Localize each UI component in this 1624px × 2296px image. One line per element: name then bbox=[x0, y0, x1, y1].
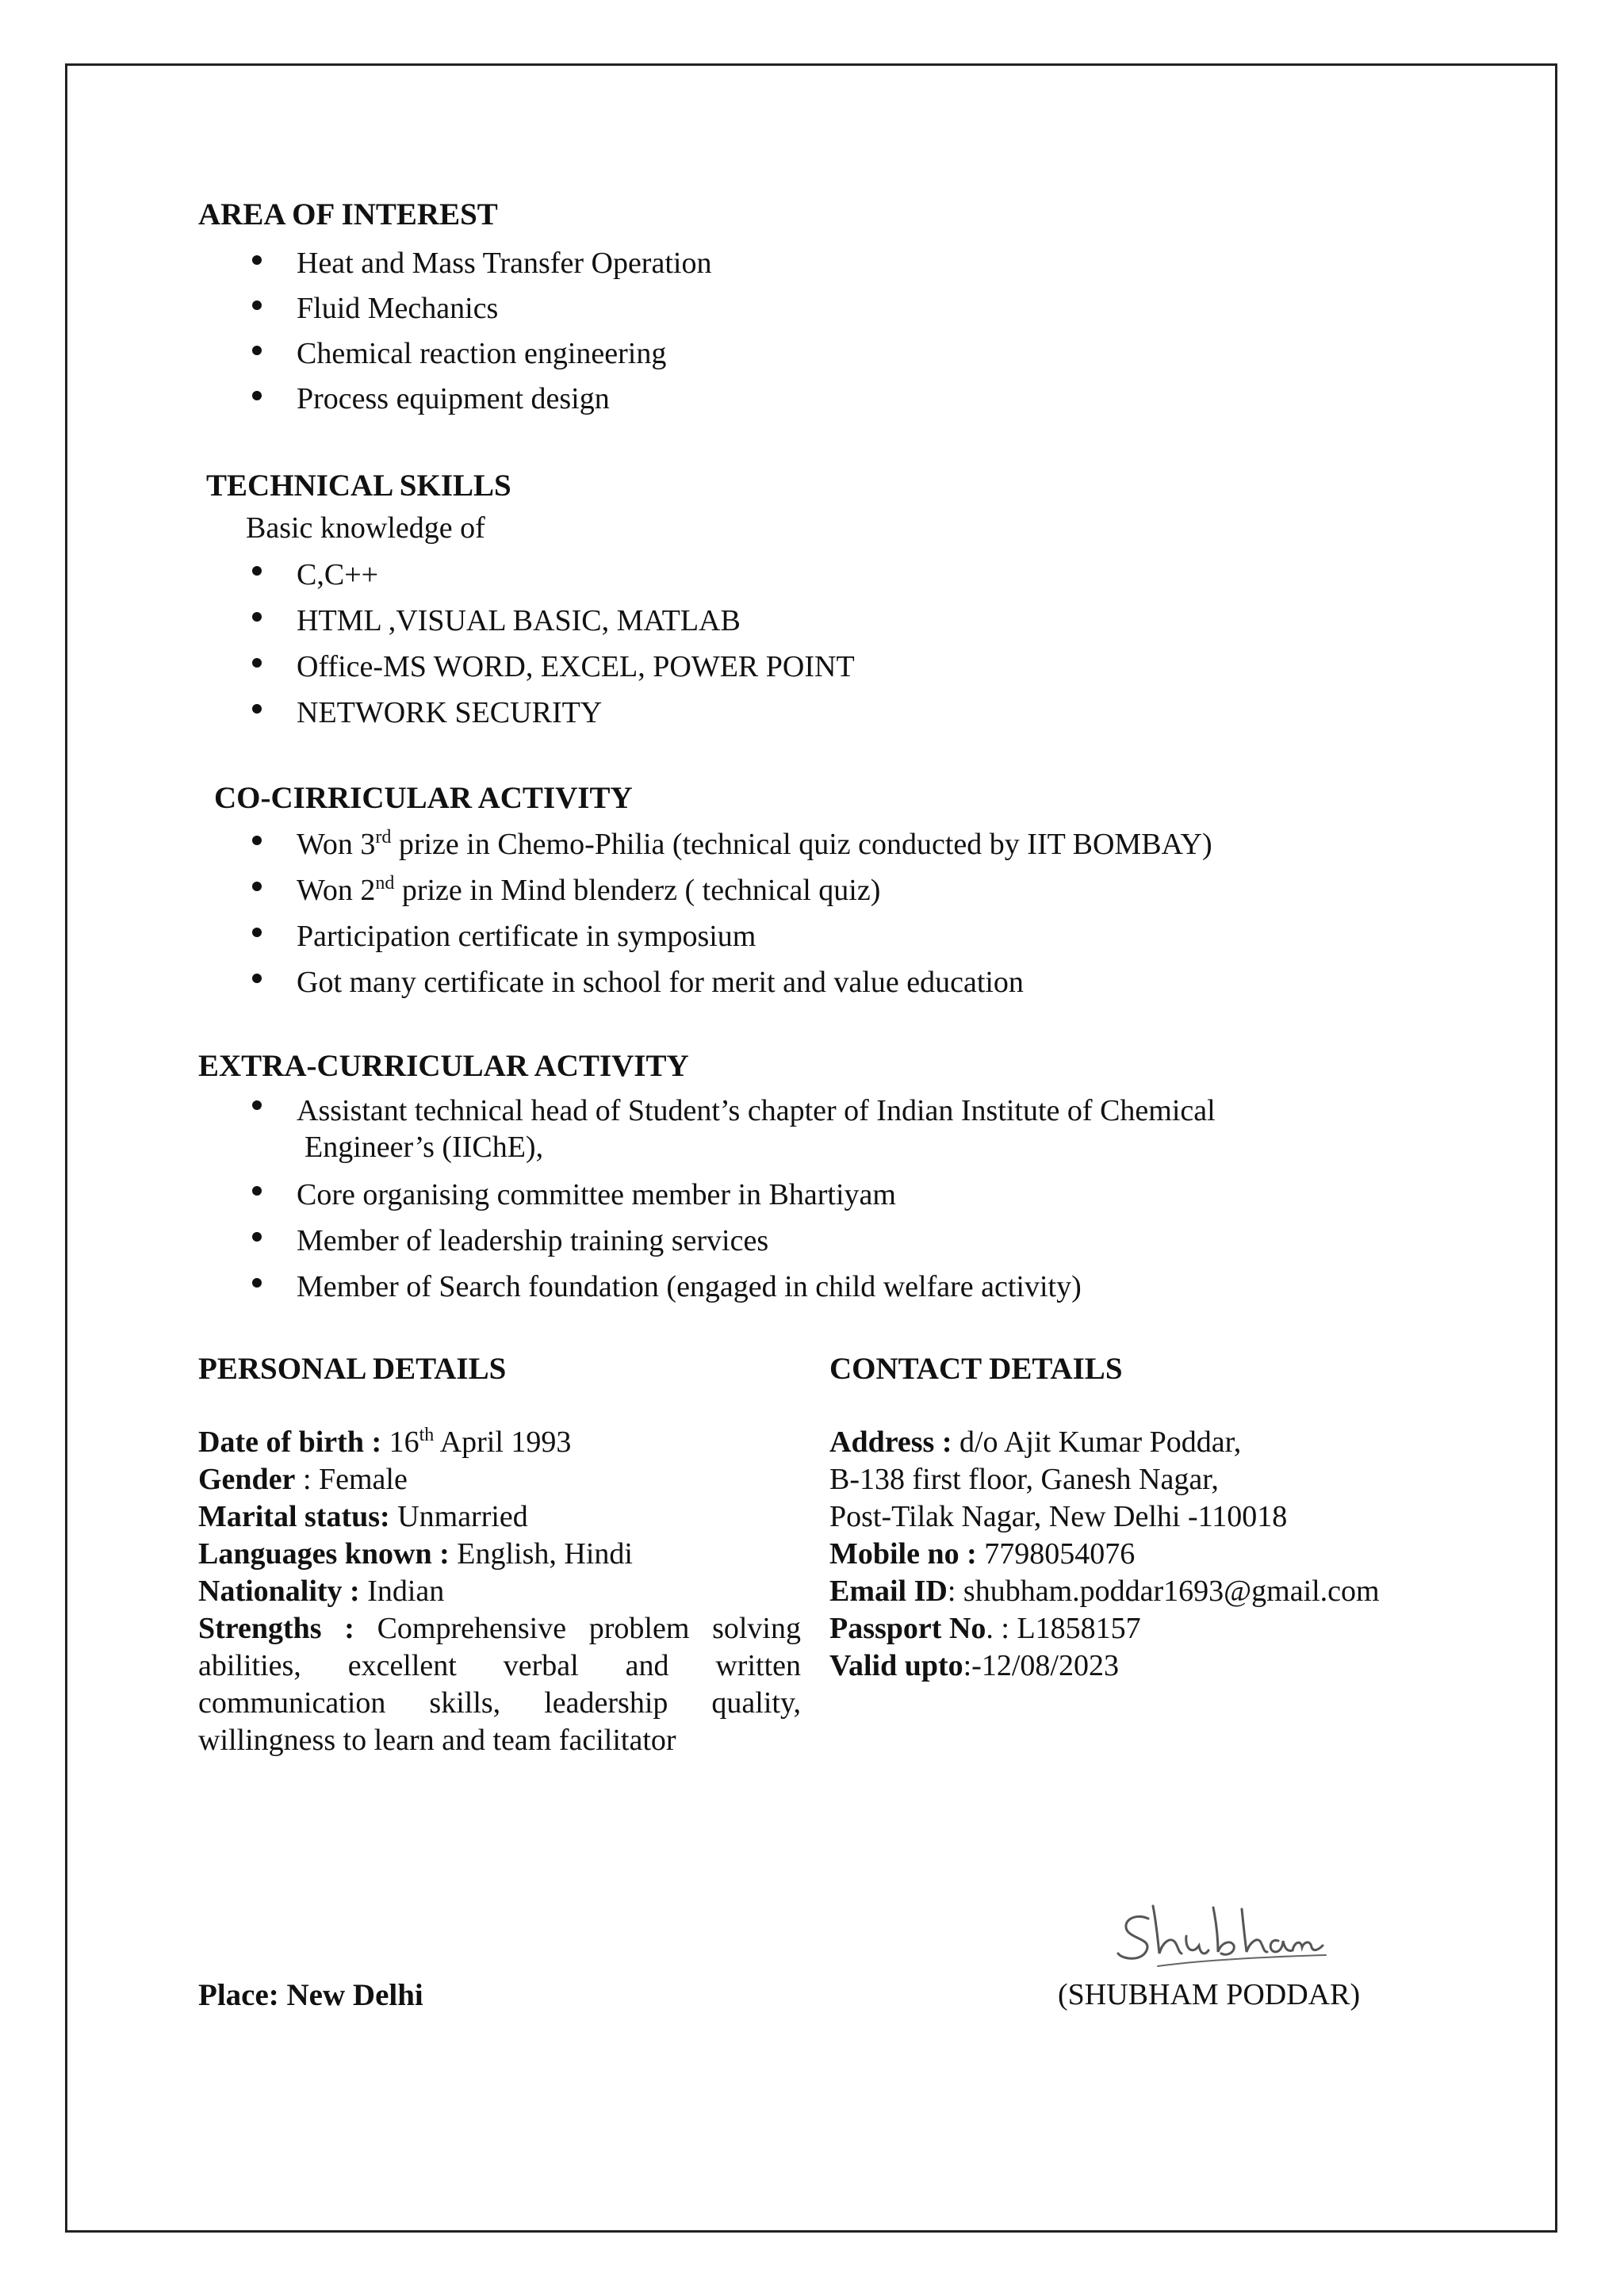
list-item: Assistant technical head of Student’s chapter of Indian Institute of Chemical Engineer’s (IIChE), bbox=[198, 1089, 1216, 1172]
list-item: Core organising committee member in Bhartiyam bbox=[198, 1172, 1216, 1218]
contact-details bbox=[829, 1424, 1511, 1685]
bullet-icon bbox=[252, 255, 262, 265]
bullet-icon bbox=[252, 658, 262, 668]
technical-skills-list bbox=[198, 552, 855, 736]
co-curricular-heading: CO-CIRRICULAR ACTIVITY bbox=[214, 781, 633, 815]
address-row: Address : d/o Ajit Kumar Poddar, bbox=[829, 1425, 1242, 1459]
bullet-icon bbox=[252, 612, 262, 622]
contact-details-heading: CONTACT DETAILS bbox=[829, 1352, 1123, 1386]
dob-row: Date of birth : 16th April 1993 bbox=[198, 1425, 572, 1459]
bullet-icon bbox=[252, 300, 262, 310]
bullet-icon bbox=[252, 391, 262, 400]
extra-curricular-list bbox=[198, 1089, 1216, 1310]
list-item: Member of leadership training services bbox=[198, 1218, 1216, 1264]
list-item: Participation certificate in symposium bbox=[198, 913, 1212, 959]
list-item: Won 3rd prize in Chemo-Philia (technical quiz conducted by IIT BOMBAY) bbox=[198, 821, 1212, 867]
bullet-icon bbox=[252, 1100, 262, 1110]
extra-curricular-heading: EXTRA-CURRICULAR ACTIVITY bbox=[198, 1049, 689, 1083]
bullet-icon bbox=[252, 1186, 262, 1196]
area-of-interest-list bbox=[198, 241, 711, 422]
list-item: Chemical reaction engineering bbox=[198, 331, 711, 377]
bullet-icon bbox=[252, 346, 262, 355]
co-curricular-list bbox=[198, 821, 1212, 1005]
personal-details-heading: PERSONAL DETAILS bbox=[198, 1352, 507, 1386]
bullet-icon bbox=[252, 1278, 262, 1288]
list-item: Won 2nd prize in Mind blenderz ( technical quiz) bbox=[198, 867, 1212, 913]
address-line-3: Post-Tilak Nagar, New Delhi -110018 bbox=[829, 1500, 1288, 1533]
signature-image bbox=[1110, 1887, 1332, 1974]
list-item: Got many certificate in school for merit and value education bbox=[198, 959, 1212, 1005]
area-of-interest-heading: AREA OF INTEREST bbox=[198, 197, 498, 232]
bullet-icon bbox=[252, 566, 262, 576]
languages-row: Languages known : English, Hindi bbox=[198, 1537, 633, 1571]
bullet-icon bbox=[252, 704, 262, 714]
list-item: NETWORK SECURITY bbox=[198, 690, 855, 736]
bullet-icon bbox=[252, 836, 262, 845]
technical-skills-intro: Basic knowledge of bbox=[246, 511, 485, 545]
technical-skills-heading: TECHNICAL SKILLS bbox=[206, 469, 511, 503]
gender-row: Gender : Female bbox=[198, 1463, 408, 1496]
nationality-row: Nationality : Indian bbox=[198, 1575, 445, 1608]
list-item: C,C++ bbox=[198, 552, 855, 598]
list-item: Heat and Mass Transfer Operation bbox=[198, 241, 711, 286]
valid-upto-row: Valid upto:-12/08/2023 bbox=[829, 1649, 1119, 1682]
address-line-2: B-138 first floor, Ganesh Nagar, bbox=[829, 1463, 1219, 1496]
email-row: Email ID: shubham.poddar1693@gmail.com bbox=[829, 1575, 1380, 1608]
bullet-icon bbox=[252, 882, 262, 891]
strengths-row: Strengths : Comprehensive problem solving abilities, excellent verbal and written communication skills, leadership quality, willingness to learn and team facilitator bbox=[198, 1612, 801, 1757]
list-item: Fluid Mechanics bbox=[198, 286, 711, 331]
personal-details bbox=[198, 1424, 801, 1759]
place-label: Place: New Delhi bbox=[198, 1978, 423, 2012]
list-item: Office-MS WORD, EXCEL, POWER POINT bbox=[198, 644, 855, 690]
signatory-name: (SHUBHAM PODDAR) bbox=[1058, 1978, 1361, 2011]
bullet-icon bbox=[252, 928, 262, 937]
list-item: HTML ,VISUAL BASIC, MATLAB bbox=[198, 598, 855, 644]
list-item: Member of Search foundation (engaged in child welfare activity) bbox=[198, 1264, 1216, 1310]
passport-row: Passport No. : L1858157 bbox=[829, 1612, 1141, 1645]
marital-status-row: Marital status: Unmarried bbox=[198, 1500, 528, 1533]
bullet-icon bbox=[252, 974, 262, 983]
mobile-row: Mobile no : 7798054076 bbox=[829, 1537, 1136, 1571]
bullet-icon bbox=[252, 1232, 262, 1242]
list-item: Process equipment design bbox=[198, 377, 711, 422]
